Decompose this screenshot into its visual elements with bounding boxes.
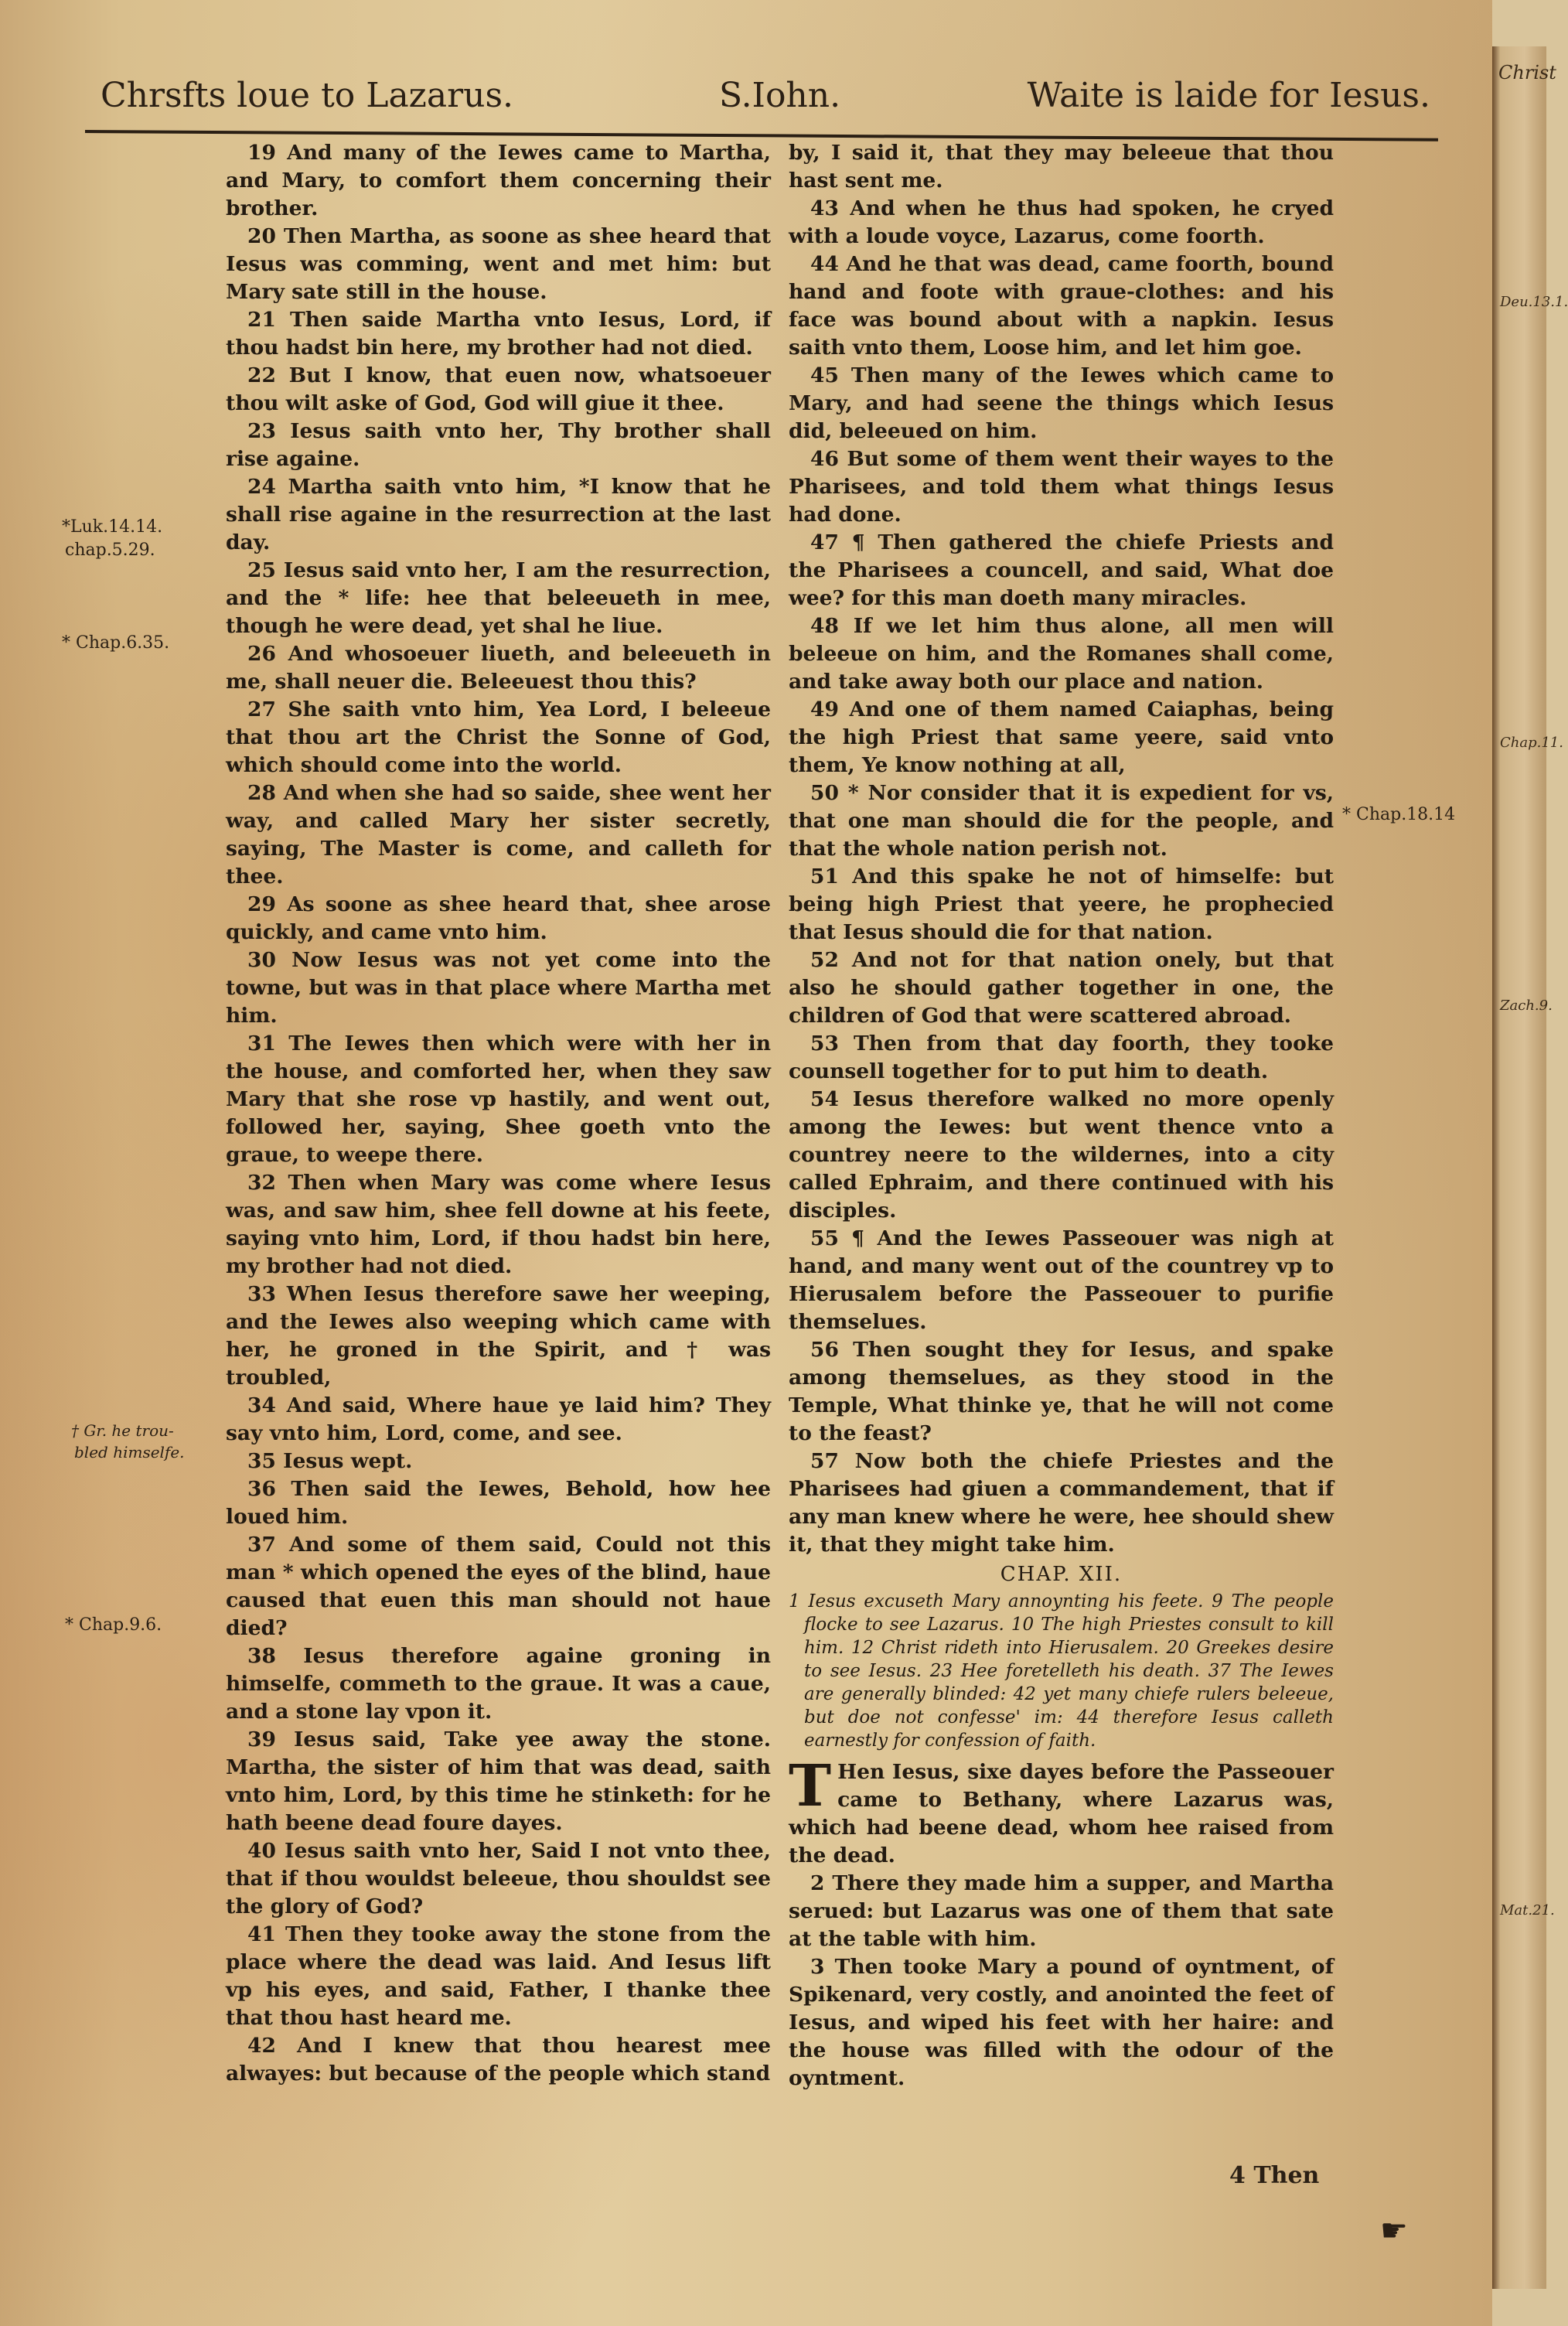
catchword: 4 Then <box>1229 2162 1320 2189</box>
header-left: Chrsfts loue to Lazarus. <box>101 76 514 115</box>
verse: 39 Iesus said, Take yee away the stone. Martha, the sister of him that was dead, saith vnto him, Lord, by this time he stinketh: for he hath beene dead foure dayes. <box>226 1727 771 1835</box>
verse: 44 And he that was dead, came foorth, bound hand and foote with graue-clothes: and his face was bound about with a napkin. Iesus saith vnto them, Loose him, and let him goe. <box>789 252 1334 360</box>
adjacent-note: Mat.21. <box>1500 1902 1555 1918</box>
margin-note-chap5: chap.5.29. <box>65 541 155 560</box>
verse: 50 * Nor consider that it is expedient for vs, that one man should die for the people, and that the whole nation perish not. <box>789 781 1334 861</box>
verse: 3 Then tooke Mary a pound of oyntment, of Spikenard, very costly, and anointed the feet of Iesus, and wiped his feet with her haire: and the house was filled with the odour of the oyntment. <box>789 1955 1334 2090</box>
verse: 45 Then many of the Iewes which came to Mary, and had seene the things which Iesus did, beleeued on him. <box>789 363 1334 443</box>
left-column <box>226 139 771 2088</box>
margin-note-chap6: * Chap.6.35. <box>62 633 170 653</box>
verse: 46 But some of them went their wayes to the Pharisees, and told them what things Iesus had done. <box>789 447 1334 527</box>
adjacent-note: Deu.13.1. <box>1500 294 1568 310</box>
margin-note-greek-2: bled himselfe. <box>74 1443 185 1461</box>
verse: 25 Iesus said vnto her, I am the resurrection, and the * life: hee that beleeueth in mee, though he were dead, yet shal he liue. <box>226 558 771 638</box>
verse: 36 Then said the Iewes, Behold, how hee loued him. <box>226 1477 771 1529</box>
verse: 37 And some of them said, Could not this man * which opened the eyes of the blind, haue caused that euen this man should not haue died? <box>226 1533 771 1640</box>
verse: 57 Now both the chiefe Priestes and the Pharisees had giuen a commandement, that if any man knew where he were, hee should shew it, that they might take him. <box>789 1449 1334 1557</box>
verse: 40 Iesus saith vnto her, Said I not vnto thee, that if thou wouldst beleeue, thou shouldst see the glory of God? <box>226 1839 771 1918</box>
drop-cap: T <box>789 1753 832 1820</box>
verse: 49 And one of them named Caiaphas, being the high Priest that same yeere, said vnto them, Ye know nothing at all, <box>789 697 1334 777</box>
verse: 55 ¶ And the Iewes Passeouer was nigh at hand, and many went out of the countrey vp to Hierusalem before the Passeouer to purifie themselues. <box>789 1226 1334 1334</box>
first-verse-text: Hen Iesus, sixe dayes before the Passeouer came to Bethany, where Lazarus was, which had beene dead, whom hee raised from the dead. <box>789 1760 1334 1867</box>
header-right: Waite is laide for Iesus. <box>1027 76 1430 115</box>
verse: 29 As soone as shee heard that, shee arose quickly, and came vnto him. <box>226 892 771 944</box>
verse: 32 Then when Mary was come where Iesus was, and saw him, shee fell downe at his feete, saying vnto him, Lord, if thou hadst bin here, my brother had not died. <box>226 1171 771 1278</box>
verse: 22 But I know, that euen now, whatsoeuer thou wilt aske of God, God will giue it thee. <box>226 363 771 415</box>
verse: 24 Martha saith vnto him, *I know that he shall rise againe in the resurrection at the last day. <box>226 475 771 554</box>
chapter-summary: 1 Iesus excuseth Mary annoynting his feete. 9 The people flocke to see Lazarus. 10 The high Priestes consult to kill him. 12 Christ rideth into Hierusalem. 20 Greekes desire to see Iesus. 23 Hee foretelleth his death. 37 The Iewes are generally blinded: 42 yet many chiefe rulers beleeue, but doe not confesse' im: 44 therefore Iesus calleth earnestly for confession of faith. <box>789 1591 1334 1751</box>
verse: 51 And this spake he not of himselfe: but being high Priest that yeere, he prophecied that Iesus should die for that nation. <box>789 865 1334 944</box>
adjacent-note: Chap.11. <box>1500 735 1563 751</box>
verse: 19 And many of the Iewes came to Martha, and Mary, to comfort them concerning their brother. <box>226 141 771 220</box>
verse: 34 And said, Where haue ye laid him? They say vnto him, Lord, come, and see. <box>226 1393 771 1445</box>
margin-note-greek-1: † Gr. he trou- <box>71 1421 174 1440</box>
chapter-first-verse <box>789 1753 1334 1870</box>
verse: 23 Iesus saith vnto her, Thy brother shall rise againe. <box>226 419 771 471</box>
verse: 21 Then saide Martha vnto Iesus, Lord, if thou hadst bin here, my brother had not died. <box>226 308 771 360</box>
verse: 31 The Iewes then which were with her in the house, and comforted her, when they saw Mary that she rose vp hastily, and went out, followed her, saying, Shee goeth vnto the graue, to weepe there. <box>226 1032 771 1167</box>
right-column <box>789 139 1334 2092</box>
verse: by, I said it, that they may beleeue that thou hast sent me. <box>789 141 1334 193</box>
verse: 2 There they made him a supper, and Martha serued: but Lazarus was one of them that sate at the table with him. <box>789 1871 1334 1951</box>
adjacent-page-edge <box>1492 46 1568 2289</box>
verse: 33 When Iesus therefore sawe her weeping, and the Iewes also weeping which came with her, he groned in the Spirit, and † was troubled, <box>226 1282 771 1390</box>
header-center: S.Iohn. <box>719 76 841 115</box>
verse: 28 And when she had so saide, shee went her way, and called Mary her sister secretly, saying, The Master is come, and calleth for thee. <box>226 781 771 888</box>
verse: 54 Iesus therefore walked no more openly among the Iewes: but went thence vnto a countrey neere to the wildernes, into a city called Ephraim, and there continued with his disciples. <box>789 1087 1334 1223</box>
verse: 38 Iesus therefore againe groning in himselfe, commeth to the graue. It was a caue, and a stone lay vpon it. <box>226 1644 771 1724</box>
verse: 26 And whosoeuer liueth, and beleeueth in me, shall neuer die. Beleeuest thou this? <box>226 642 771 694</box>
verse: 42 And I knew that thou hearest mee alwayes: but because of the people which stand <box>226 2034 771 2086</box>
verse: 48 If we let him thus alone, all men will beleeue on him, and the Romanes shall come, and take away both our place and nation. <box>789 614 1334 694</box>
adjacent-header: Christ <box>1498 62 1556 84</box>
verse: 20 Then Martha, as soone as shee heard that Iesus was comming, went and met him: but Mary sate still in the house. <box>226 224 771 304</box>
verse: 41 Then they tooke away the stone from the place where the dead was laid. And Iesus lift vp his eyes, and said, Father, I thanke thee that thou hast heard me. <box>226 1922 771 2030</box>
chapter-title: CHAP. XII. <box>1000 1563 1123 1586</box>
verse: 27 She saith vnto him, Yea Lord, I beleeue that thou art the Christ the Sonne of God, which should come into the world. <box>226 697 771 777</box>
verse: 56 Then sought they for Iesus, and spake among themselues, as they stood in the Temple, What thinke ye, that he will not come to the feast? <box>789 1338 1334 1445</box>
margin-note-chap9: * Chap.9.6. <box>65 1615 162 1635</box>
adjacent-note: Zach.9. <box>1500 998 1553 1014</box>
margin-note-chap18: * Chap.18.14 <box>1342 805 1456 824</box>
verse: 47 ¶ Then gathered the chiefe Priests and the Pharisees a councell, and said, What doe wee? for this man doeth many miracles. <box>789 530 1334 610</box>
verse: 53 Then from that day foorth, they tooke counsell together for to put him to death. <box>789 1032 1334 1083</box>
verse: 35 Iesus wept. <box>247 1449 413 1473</box>
verse: 30 Now Iesus was not yet come into the towne, but was in that place where Martha met him. <box>226 948 771 1028</box>
margin-note-luke: *Luk.14.14. <box>62 517 163 537</box>
running-header <box>85 66 1430 120</box>
verse: 52 And not for that nation onely, but that also he should gather together in one, the children of God that were scattered abroad. <box>789 948 1334 1028</box>
verse: 43 And when he thus had spoken, he cryed with a loude voyce, Lazarus, come foorth. <box>789 196 1334 248</box>
pointing-hand-icon: ☛ <box>1380 2213 1408 2249</box>
